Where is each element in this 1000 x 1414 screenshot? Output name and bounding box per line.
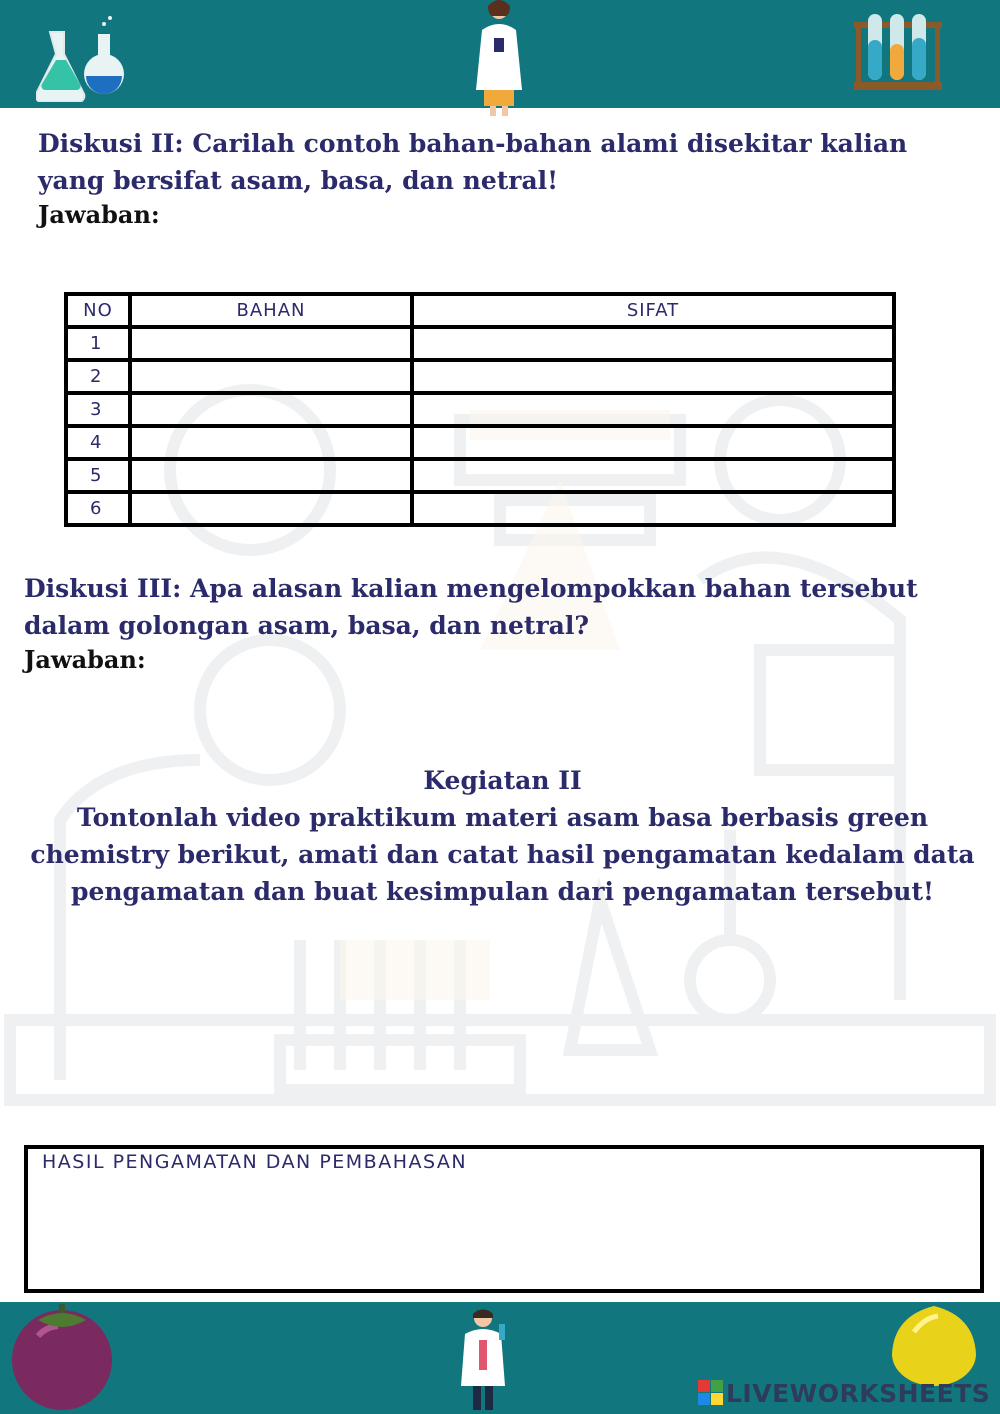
sifat-cell[interactable] [412, 393, 894, 426]
kegiatan-2-section [10, 762, 995, 910]
diskusi-3-answer-label: Jawaban: [24, 645, 146, 674]
kegiatan-title: Kegiatan II [423, 766, 582, 795]
header-sifat: SIFAT [412, 294, 894, 327]
sifat-cell[interactable] [412, 360, 894, 393]
header-band [0, 0, 1000, 108]
table-header-row [66, 294, 894, 327]
row-number: 3 [66, 393, 130, 426]
row-number: 1 [66, 327, 130, 360]
diskusi-3-line-1: Diskusi III: Apa alasan kalian mengelompokkan bahan tersebut [24, 574, 918, 603]
liveworksheets-brand [698, 1378, 990, 1408]
diskusi-3-line-2: dalam golongan asam, basa, dan netral? [24, 611, 589, 640]
kegiatan-line-3: pengamatan dan buat kesimpulan dari pengamatan tersebut! [70, 877, 935, 906]
header-no: NO [66, 294, 130, 327]
row-number: 4 [66, 426, 130, 459]
diskusi-2-answer-label: Jawaban: [38, 200, 160, 229]
bahan-cell[interactable] [130, 393, 412, 426]
row-number: 2 [66, 360, 130, 393]
mangosteen-icon [8, 1302, 116, 1414]
scientist-small-icon [453, 1306, 513, 1414]
sifat-cell[interactable] [412, 426, 894, 459]
hasil-pengamatan-label: HASIL PENGAMATAN DAN PEMBAHASAN [42, 1151, 468, 1173]
liveworksheets-logo-icon [698, 1380, 724, 1406]
bahan-cell[interactable] [130, 360, 412, 393]
bahan-sifat-table [64, 292, 896, 527]
diskusi-2-question [38, 125, 988, 199]
flask-beakers-icon [36, 12, 128, 102]
hasil-pengamatan-box[interactable] [24, 1145, 984, 1293]
table-row [66, 327, 894, 360]
sifat-cell[interactable] [412, 492, 894, 525]
sifat-cell[interactable] [412, 459, 894, 492]
table-row [66, 393, 894, 426]
bahan-cell[interactable] [130, 426, 412, 459]
header-bahan: BAHAN [130, 294, 412, 327]
liveworksheets-text: LIVEWORKSHEETS [726, 1378, 991, 1408]
bahan-cell[interactable] [130, 492, 412, 525]
test-tubes-rack-icon [852, 10, 944, 92]
row-number: 6 [66, 492, 130, 525]
table-row [66, 492, 894, 525]
scientist-icon [470, 0, 528, 118]
diskusi-3-question [24, 570, 984, 644]
row-number: 5 [66, 459, 130, 492]
bahan-cell[interactable] [130, 459, 412, 492]
kegiatan-line-2: chemistry berikut, amati dan catat hasil pengamatan kedalam data [30, 840, 975, 869]
diskusi-2-line-1: Diskusi II: Carilah contoh bahan-bahan alami disekitar kalian [38, 129, 908, 158]
table-row [66, 360, 894, 393]
sifat-cell[interactable] [412, 327, 894, 360]
table-row [66, 459, 894, 492]
kegiatan-line-1: Tontonlah video praktikum materi asam basa berbasis green [76, 803, 929, 832]
bahan-cell[interactable] [130, 327, 412, 360]
diskusi-2-line-2: yang bersifat asam, basa, dan netral! [38, 166, 559, 195]
table-row [66, 426, 894, 459]
pomelo-icon [886, 1302, 982, 1386]
